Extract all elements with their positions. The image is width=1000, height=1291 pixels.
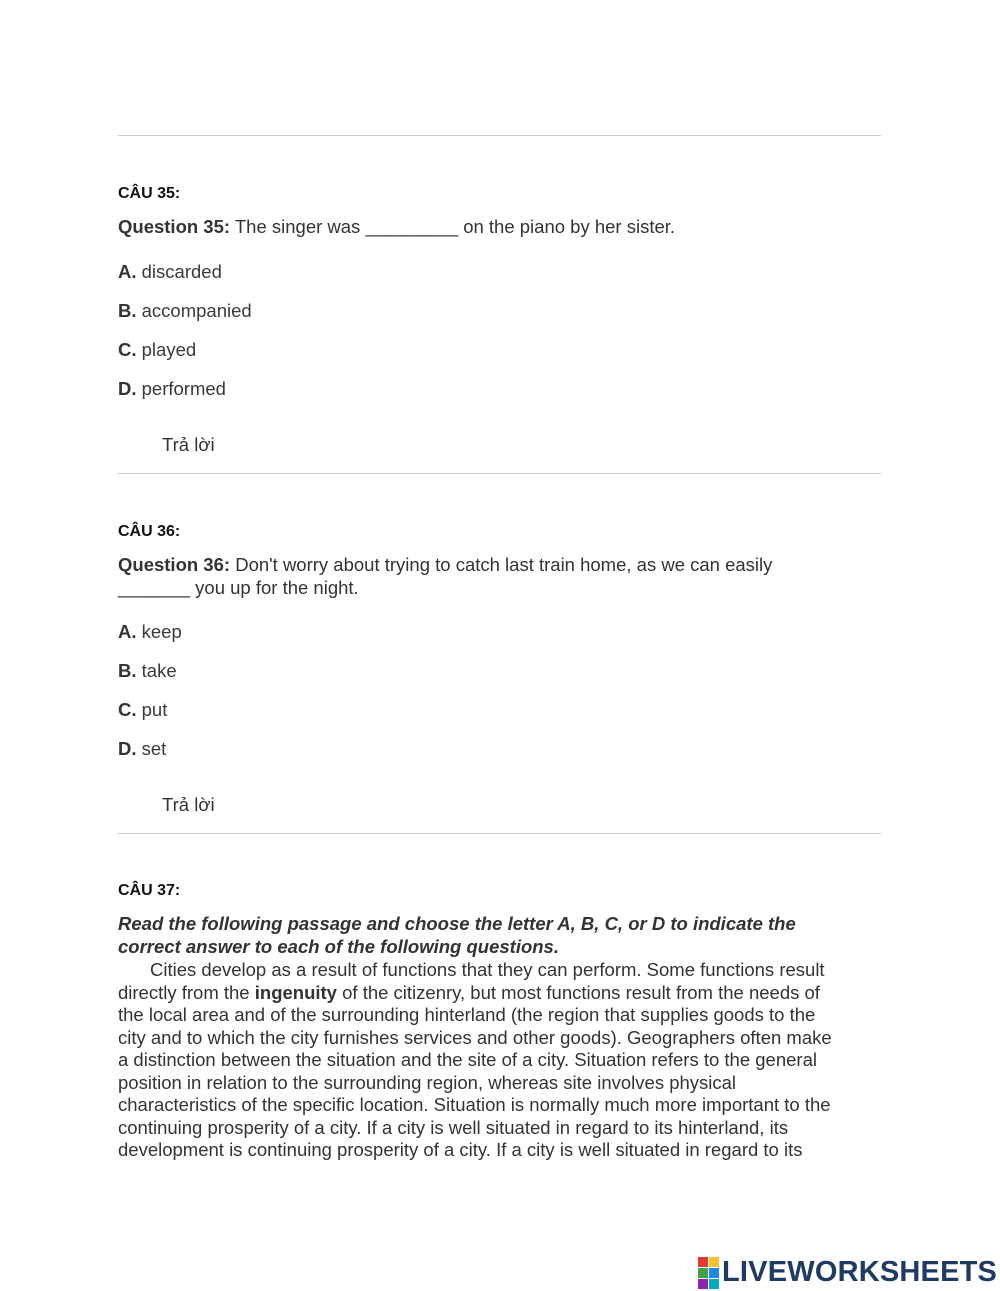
option-text: keep bbox=[136, 621, 182, 642]
option-letter: C. bbox=[118, 699, 137, 720]
logo-block bbox=[698, 1257, 708, 1267]
highlighted-word: ingenuity bbox=[254, 981, 337, 1003]
option-letter: D. bbox=[118, 738, 137, 759]
q36-answer-link[interactable]: Trả lời bbox=[162, 794, 215, 815]
question-36-stem-line2: _______ you up for the night. bbox=[118, 577, 359, 598]
option-letter: B. bbox=[118, 300, 137, 321]
question-36-label: Question 36: bbox=[118, 554, 231, 575]
passage-text: directly from the bbox=[118, 981, 255, 1003]
passage-line: the local area and of the surrounding hinterland (the region that supplies goods to the bbox=[118, 1004, 816, 1025]
logo-block bbox=[709, 1257, 719, 1267]
logo-block bbox=[709, 1268, 719, 1278]
liveworksheets-logo[interactable] bbox=[698, 1256, 997, 1289]
divider bbox=[118, 833, 881, 834]
q35-option-d[interactable] bbox=[118, 378, 226, 400]
divider bbox=[118, 473, 881, 474]
instruction-line: correct answer to each of the following questions. bbox=[118, 935, 559, 957]
divider bbox=[118, 135, 881, 136]
passage-line: development is continuing prosperity of a city. If a city is well situated in regard to its bbox=[118, 1139, 803, 1160]
option-letter: A. bbox=[118, 261, 137, 282]
question-36-stem-line1: Don't worry about trying to catch last train home, as we can easily bbox=[230, 554, 773, 575]
question-35-label: Question 35: bbox=[118, 216, 231, 237]
passage-line: continuing prosperity of a city. If a city is well situated in regard to its hinterland, its bbox=[118, 1116, 789, 1138]
passage-text: of the citizenry, but most functions result from the needs of bbox=[336, 981, 820, 1003]
q35-answer-link[interactable]: Trả lời bbox=[162, 434, 215, 455]
question-35-stem: The singer was _________ on the piano by her sister. bbox=[230, 216, 676, 237]
q36-option-b[interactable] bbox=[118, 660, 177, 682]
question-37-number: CÂU 37: bbox=[118, 882, 181, 899]
logo-block bbox=[698, 1268, 708, 1278]
instruction-line: Read the following passage and choose the letter A, B, C, or D to indicate the bbox=[118, 913, 796, 934]
q35-option-a[interactable] bbox=[118, 261, 222, 283]
passage-line: characteristics of the specific location. Situation is normally much more important to the bbox=[118, 1094, 831, 1115]
question-36-number: CÂU 36: bbox=[118, 523, 181, 540]
option-text: set bbox=[136, 738, 167, 759]
option-text: discarded bbox=[136, 261, 222, 282]
option-letter: D. bbox=[118, 378, 137, 399]
option-text: accompanied bbox=[136, 300, 252, 321]
option-letter: B. bbox=[118, 660, 137, 681]
q35-option-c[interactable] bbox=[118, 339, 196, 361]
passage-line: position in relation to the surrounding region, whereas site involves physical bbox=[118, 1071, 737, 1093]
question-35-text bbox=[118, 215, 858, 238]
question-36-text bbox=[118, 553, 858, 599]
passage-line bbox=[118, 982, 883, 1005]
logo-block bbox=[698, 1279, 708, 1289]
logo-blocks-icon bbox=[698, 1257, 719, 1289]
logo-block bbox=[709, 1279, 719, 1289]
option-text: put bbox=[136, 699, 168, 720]
q36-option-d[interactable] bbox=[118, 738, 166, 760]
reading-instruction bbox=[118, 913, 883, 958]
passage-line: city and to which the city furnishes services and other goods). Geographers often make bbox=[118, 1026, 832, 1048]
logo-text: LIVEWORKSHEETS bbox=[722, 1256, 998, 1288]
reading-passage bbox=[118, 959, 883, 1162]
option-text: take bbox=[136, 660, 177, 681]
option-letter: A. bbox=[118, 621, 137, 642]
question-35-number: CÂU 35: bbox=[118, 185, 181, 202]
option-text: performed bbox=[136, 378, 226, 399]
q36-option-a[interactable] bbox=[118, 621, 182, 643]
passage-line: a distinction between the situation and the site of a city. Situation refers to the general bbox=[118, 1049, 817, 1070]
option-text: played bbox=[136, 339, 197, 360]
q35-option-b[interactable] bbox=[118, 300, 252, 322]
passage-line: Cities develop as a result of functions that they can perform. Some functions result bbox=[150, 959, 825, 980]
option-letter: C. bbox=[118, 339, 137, 360]
q36-option-c[interactable] bbox=[118, 699, 167, 721]
